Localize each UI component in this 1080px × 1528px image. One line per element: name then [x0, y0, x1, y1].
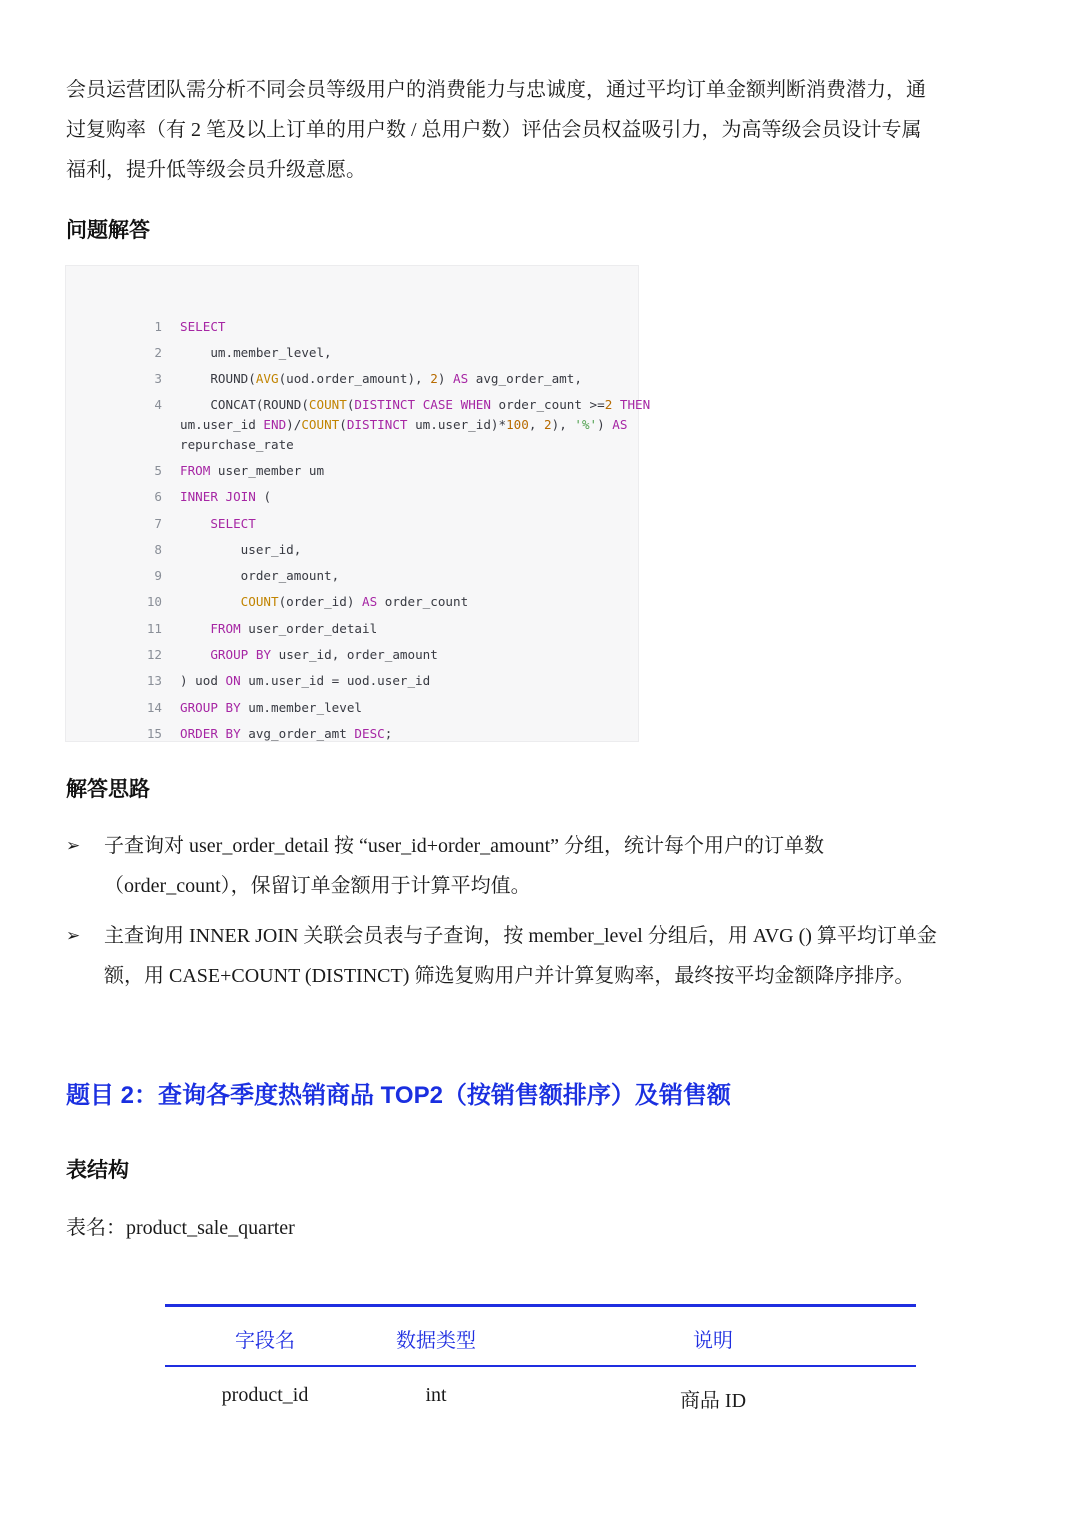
intro-line-1: 会员运营团队需分析不同会员等级用户的消费能力与忠诚度，通过平均订单金额判断消费潜力，通: [66, 79, 926, 101]
code-line: 13 ) uod ON um.user_id = uod.user_id: [66, 651, 640, 711]
table-header-cell: 字段名: [235, 1330, 295, 1352]
code-line-wrap: repurchase_rate: [180, 437, 294, 452]
list-item: [66, 916, 1026, 996]
code-line: 2 um.member_level,: [66, 323, 640, 383]
table-header-rule: [165, 1365, 916, 1367]
answer-heading: 问题解答: [66, 219, 150, 242]
code-line: 6 INNER JOIN (: [66, 467, 640, 527]
line-number: 5: [154, 463, 162, 478]
bullet-line: 额，用 CASE+COUNT (DISTINCT) 筛选复购用户并计算复购率，最终按平均金额降序排序。: [104, 965, 915, 987]
line-number: 10: [146, 594, 162, 609]
approach-heading: 解答思路: [66, 778, 150, 801]
table-cell: int: [425, 1384, 447, 1406]
arrow-bullet-icon: ➢: [66, 926, 81, 945]
code-line: 1 SELECT: [66, 297, 640, 357]
table-cell: 商品 ID: [679, 1390, 747, 1412]
line-number: 7: [154, 516, 162, 531]
code-line: 9 order_amount,: [66, 546, 640, 606]
code-line: 11 FROM user_order_detail: [66, 599, 640, 659]
section-title: 题目 2：查询各季度热销商品 TOP2（按销售额排序）及销售额: [66, 1082, 731, 1109]
intro-line-2: 过复购率（有 2 笔及以上订单的用户数 / 总用户数）评估会员权益吸引力，为高等级会员设计专属: [66, 119, 922, 141]
table-top-rule: [165, 1304, 916, 1307]
line-number: 4: [154, 397, 162, 412]
code-line: 12 GROUP BY user_id, order_amount: [66, 625, 640, 685]
code-line: 3 ROUND(AVG(uod.order_amount), 2) AS avg_order_amt,: [66, 349, 640, 409]
bullet-line: 主查询用 INNER JOIN 关联会员表与子查询，按 member_level 分组后，用 AVG () 算平均订单金: [104, 925, 937, 947]
code-line: 15 ORDER BY avg_order_amt DESC;: [66, 704, 640, 764]
line-number: 11: [146, 621, 162, 636]
line-number: 12: [146, 647, 162, 662]
line-number: 15: [146, 726, 162, 741]
list-item: [66, 826, 1026, 906]
code-line: 14 GROUP BY um.member_level: [66, 678, 640, 738]
line-number: 14: [146, 700, 162, 715]
intro-line-3: 福利，提升低等级会员升级意愿。: [66, 159, 366, 181]
table-header-cell: 数据类型: [396, 1330, 476, 1352]
intro-paragraph: [66, 70, 1016, 190]
code-line-wrap: um.user_id END)/COUNT(DISTINCT um.user_id)*100, 2), '%') AS: [180, 417, 628, 432]
bullet-line: （order_count），保留订单金额用于计算平均值。: [104, 875, 531, 897]
code-line: 10 COUNT(order_id) AS order_count: [66, 572, 640, 632]
table-cell: product_id: [221, 1384, 309, 1406]
code-line: 5 FROM user_member um: [66, 441, 640, 501]
line-number: 6: [154, 489, 162, 504]
approach-list: [66, 826, 1026, 1006]
table-header-cell: 说明: [693, 1330, 733, 1352]
line-number: 2: [154, 345, 162, 360]
structure-heading: 表结构: [66, 1159, 129, 1182]
line-number: 9: [154, 568, 162, 583]
line-number: 13: [146, 673, 162, 688]
line-number: 1: [154, 319, 162, 334]
line-number: 8: [154, 542, 162, 557]
code-line: 7 SELECT: [66, 494, 640, 554]
arrow-bullet-icon: ➢: [66, 836, 81, 855]
code-line: 8 user_id,: [66, 520, 640, 580]
code-block: [65, 265, 651, 742]
code-line: 4 CONCAT(ROUND(COUNT(DISTINCT CASE WHEN order_count >=2 THEN: [66, 375, 640, 435]
table-name: 表名：product_sale_quarter: [66, 1217, 295, 1239]
bullet-line: 子查询对 user_order_detail 按 “user_id+order_amount” 分组，统计每个用户的订单数: [104, 835, 825, 857]
line-number: 3: [154, 371, 162, 386]
